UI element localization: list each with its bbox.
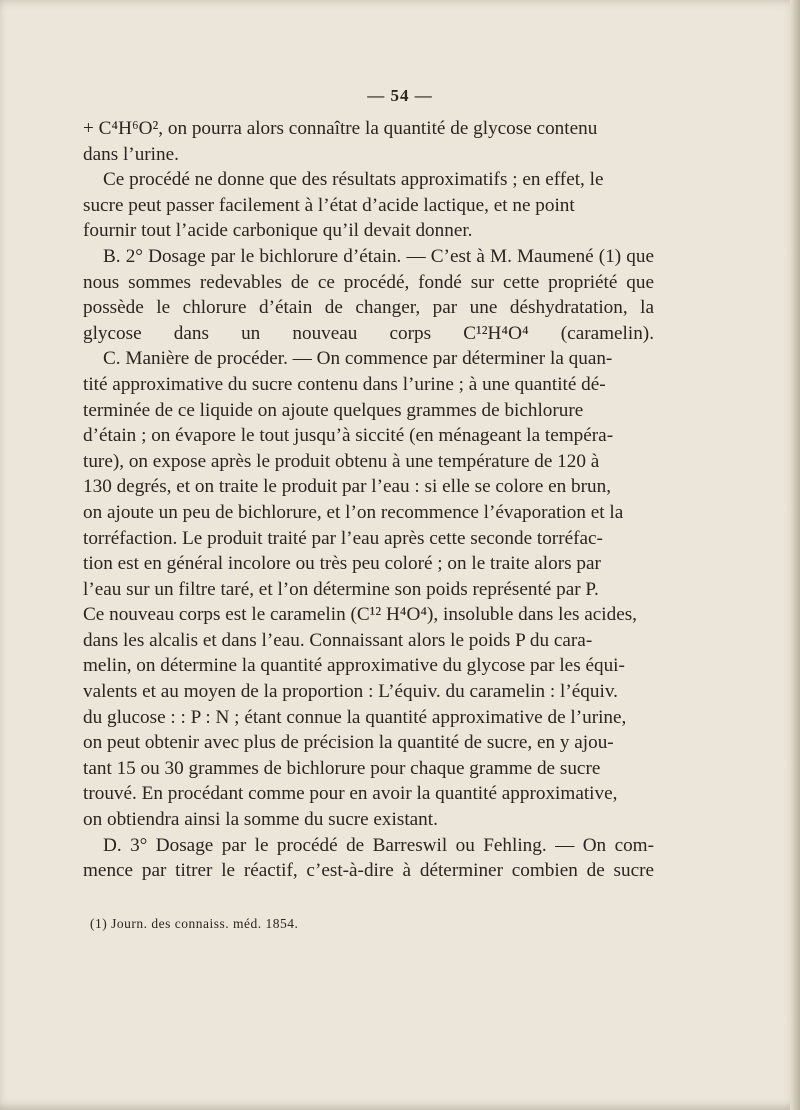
text-line: valents et au moyen de la proportion : L’équiv. du caramelin : l’équiv. bbox=[83, 681, 618, 703]
text-line: mence par titrer le réactif, c’est-à-dire à déterminer combien de sucre bbox=[83, 860, 654, 882]
text-line: possède le chlorure d’étain de changer, par une déshydratation, la bbox=[83, 297, 654, 319]
body-text bbox=[83, 116, 654, 884]
text-line: Ce nouveau corps est le caramelin (C¹² H⁴O⁴), insoluble dans les acides, bbox=[83, 604, 637, 626]
text-line: d’étain ; on évapore le tout jusqu’à siccité (en ménageant la tempéra- bbox=[83, 425, 614, 447]
footnote: (1) Journ. des connaiss. méd. 1854. bbox=[90, 916, 299, 931]
paragraph-4 bbox=[83, 346, 654, 832]
text-line: B. 2° Dosage par le bichlorure d’étain. — C’est à M. Maumené (1) que bbox=[103, 245, 654, 267]
paragraph-3 bbox=[83, 244, 654, 346]
text-line: D. 3° Dosage par le procédé de Barreswil ou Fehling. — On com- bbox=[103, 834, 654, 856]
text-line: tant 15 ou 30 grammes de bichlorure pour chaque gramme de sucre bbox=[83, 757, 601, 779]
text-line: ture), on expose après le produit obtenu à une température de 120 à bbox=[83, 450, 600, 472]
text-line: on peut obtenir avec plus de précision la quantité de sucre, en y ajou- bbox=[83, 732, 614, 754]
text-line: dans les alcalis et dans l’eau. Connaissant alors le poids P du cara- bbox=[83, 629, 593, 651]
text-line: on ajoute un peu de bichlorure, et l’on recommence l’évaporation et la bbox=[83, 501, 624, 523]
text-line: tion est en général incolore ou très peu coloré ; on le traite alors par bbox=[83, 553, 601, 575]
text-line: Ce procédé ne donne que des résultats approximatifs ; en effet, le bbox=[103, 169, 604, 191]
page-number: — 54 — bbox=[367, 86, 433, 105]
page-edge-shadow bbox=[790, 0, 800, 1110]
text-line: torréfaction. Le produit traité par l’eau après cette seconde torréfac- bbox=[83, 527, 603, 549]
text-line: dans l’urine. bbox=[83, 143, 179, 165]
text-line: terminée de ce liquide on ajoute quelques grammes de bichlorure bbox=[83, 399, 584, 421]
text-line: nous sommes redevables de ce procédé, fondé sur cette propriété que bbox=[83, 271, 654, 293]
text-line: + C⁴H⁶O², on pourra alors connaître la quantité de glycose contenu bbox=[83, 118, 598, 139]
text-line: glycose dans un nouveau corps C¹²H⁴O⁴ (caramelin). bbox=[83, 322, 654, 344]
text-line: 130 degrés, et on traite le produit par l’eau : si elle se colore en brun, bbox=[83, 476, 612, 498]
footnote-separator bbox=[83, 898, 223, 899]
text-line: l’eau sur un filtre taré, et l’on détermine son poids représenté par P. bbox=[83, 578, 599, 600]
text-line: C. Manière de procéder. — On commence par déterminer la quan- bbox=[103, 348, 613, 370]
text-line: tité approximative du sucre contenu dans l’urine ; à une quantité dé- bbox=[83, 373, 606, 395]
paragraph-5 bbox=[83, 833, 654, 884]
text-line: trouvé. En procédant comme pour en avoir la quantité approximative, bbox=[83, 783, 618, 805]
paragraph-2 bbox=[83, 167, 654, 244]
text-line: du glucose : : P : N ; étant connue la quantité approximative de l’urine, bbox=[83, 706, 627, 728]
text-line: melin, on détermine la quantité approximative du glycose par les équi- bbox=[83, 655, 625, 677]
text-line: fournir tout l’acide carbonique qu’il devait donner. bbox=[83, 220, 473, 242]
paragraph-1 bbox=[83, 116, 654, 167]
text-line: sucre peut passer facilement à l’état d’acide lactique, et ne point bbox=[83, 194, 575, 216]
text-line: on obtiendra ainsi la somme du sucre existant. bbox=[83, 809, 438, 831]
